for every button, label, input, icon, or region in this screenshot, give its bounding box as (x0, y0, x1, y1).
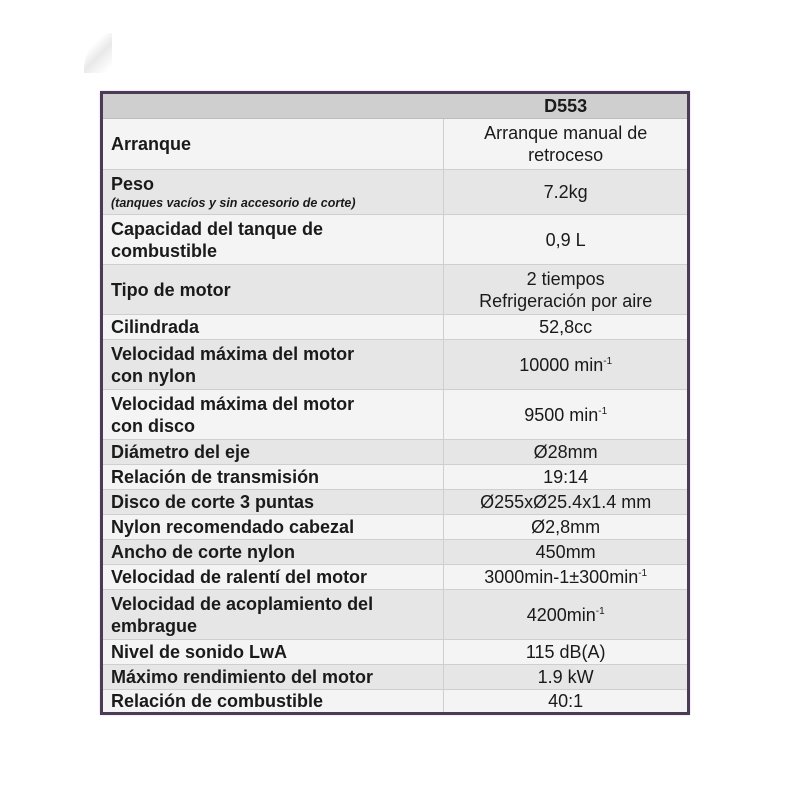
row-value: 7.2kg (444, 170, 689, 215)
row-label: Nivel de sonido LwA (102, 640, 444, 665)
row-label (102, 170, 444, 215)
row-value-line: retroceso (528, 145, 604, 165)
table-row (102, 640, 689, 665)
row-label (102, 340, 444, 390)
table-header-row (102, 93, 689, 119)
row-label: Ancho de corte nylon (102, 540, 444, 565)
row-label: Máximo rendimiento del motor (102, 665, 444, 690)
row-label: Cilindrada (102, 315, 444, 340)
row-label: Tipo de motor (102, 265, 444, 315)
row-value (444, 565, 689, 590)
table-row (102, 390, 689, 440)
page-curl-artifact (84, 33, 112, 73)
row-value: 19:14 (444, 465, 689, 490)
superscript: -1 (603, 355, 613, 367)
table-row (102, 465, 689, 490)
row-label (102, 590, 444, 640)
row-value: 1.9 kW (444, 665, 689, 690)
row-label: Arranque (102, 119, 444, 170)
row-label-line: con nylon (111, 365, 196, 386)
row-value (444, 390, 689, 440)
table-row (102, 540, 689, 565)
table-row (102, 490, 689, 515)
row-value-line: Refrigeración por aire (479, 290, 653, 311)
row-label-line: Velocidad máxima del motor (111, 343, 355, 364)
header-label-cell (102, 93, 444, 119)
row-label-line: embrague (111, 615, 198, 636)
row-label-line: con disco (111, 415, 196, 436)
row-label: Diámetro del eje (102, 440, 444, 465)
table-row (102, 565, 689, 590)
row-label: Relación de combustible (102, 690, 444, 714)
row-label (102, 215, 444, 265)
table-row (102, 215, 689, 265)
row-label-line: combustible (111, 240, 218, 261)
row-value-text: 9500 min (524, 404, 599, 425)
row-label-line: Capacidad del tanque de (111, 218, 324, 239)
superscript: -1 (598, 405, 608, 417)
table-row (102, 665, 689, 690)
row-value-text: 3000min-1±300min (484, 567, 639, 587)
table-row (102, 265, 689, 315)
row-value: 115 dB(A) (444, 640, 689, 665)
table-row (102, 315, 689, 340)
row-label: Relación de transmisión (102, 465, 444, 490)
row-value-line: 2 tiempos (526, 268, 605, 289)
row-label-text: Peso (111, 174, 155, 194)
table-row (102, 340, 689, 390)
row-value (444, 340, 689, 390)
row-label-line: Velocidad de acoplamiento del (111, 593, 374, 614)
row-label: Disco de corte 3 puntas (102, 490, 444, 515)
table-row (102, 515, 689, 540)
row-value: Ø2,8mm (444, 515, 689, 540)
spec-table (100, 91, 690, 715)
row-value: 0,9 L (444, 215, 689, 265)
row-value: Ø255xØ25.4x1.4 mm (444, 490, 689, 515)
row-label-line: Velocidad máxima del motor (111, 393, 355, 414)
row-value: 450mm (444, 540, 689, 565)
row-value-line: Arranque manual de (484, 123, 648, 143)
table-row (102, 590, 689, 640)
table-row (102, 440, 689, 465)
row-label (102, 390, 444, 440)
row-label-note: (tanques vacíos y sin accesorio de corte) (111, 196, 356, 210)
row-value (444, 590, 689, 640)
table-row (102, 170, 689, 215)
row-value: Ø28mm (444, 440, 689, 465)
row-label: Nylon recomendado cabezal (102, 515, 444, 540)
row-value: 52,8cc (444, 315, 689, 340)
row-value-text: 10000 min (519, 354, 604, 375)
row-value: 40:1 (444, 690, 689, 714)
table-row (102, 690, 689, 714)
row-label: Velocidad de ralentí del motor (102, 565, 444, 590)
row-value-text: 4200min (526, 604, 596, 625)
superscript: -1 (595, 605, 605, 617)
row-value (444, 119, 689, 170)
superscript: -1 (638, 568, 648, 579)
row-value (444, 265, 689, 315)
model-header: D553 (444, 93, 689, 119)
table-row (102, 119, 689, 170)
